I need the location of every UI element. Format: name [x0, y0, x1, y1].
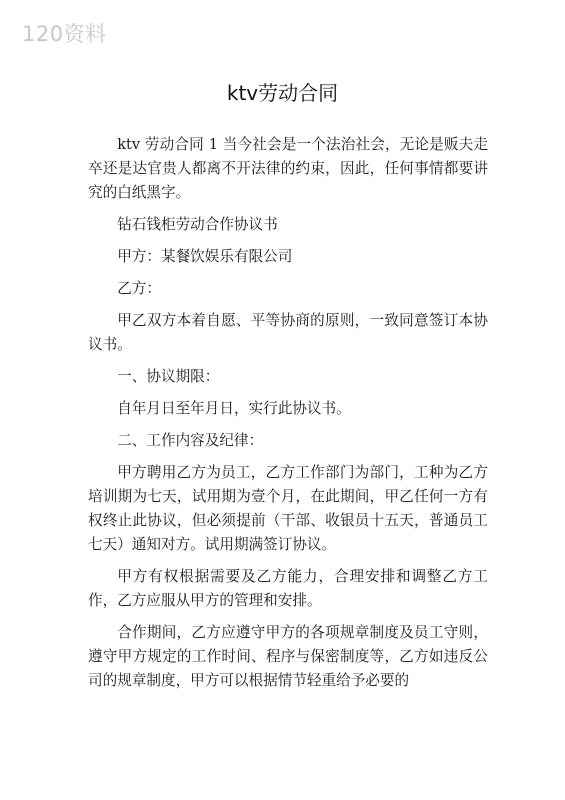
paragraph-agreement-name: 钻石钱柜劳动合作协议书: [117, 216, 278, 233]
paragraph-party-a: 甲方：某餐饮娱乐有限公司: [117, 248, 293, 265]
paragraph-intro: ktv 劳动合同 1 当今社会是一个法治社会，无论是贩夫走卒还是达官贵人都离不开法律的约束，因此，任何事情都要讲究的白纸黑字。: [88, 136, 488, 201]
paragraph-term: 自年月日至年月日，实行此协议书。: [117, 400, 351, 417]
heading-term: 一、协议期限：: [117, 368, 220, 385]
document-body: [88, 133, 488, 693]
heading-work-content: 二、工作内容及纪律：: [117, 432, 264, 449]
paragraph-arrangement: 甲方有权根据需要及乙方能力，合理安排和调整乙方工作，乙方应服从甲方的管理和安排。: [88, 568, 488, 609]
paragraph-employment: 甲方聘用乙方为员工，乙方工作部门为部门，工种为乙方培训期为七天，试用期为壹个月，在此期间，甲乙任何一方有权终止此协议，但必须提前（干部、收银员十五天，普通员工七天）通知对方。试用期满签订协议。: [88, 464, 488, 553]
paragraph-principle: 甲乙双方本着自愿、平等协商的原则，一致同意签订本协议书。: [88, 312, 488, 353]
paragraph-rules: 合作期间，乙方应遵守甲方的各项规章制度及员工守则，遵守甲方规定的工作时间、程序与保密制度等，乙方如违反公司的规章制度，甲方可以根据情节轻重给予必要的: [88, 624, 488, 689]
paragraph-party-b: 乙方：: [117, 280, 161, 297]
document-title: ktv劳动合同: [226, 81, 339, 105]
watermark-logo: 120资料: [22, 22, 107, 46]
